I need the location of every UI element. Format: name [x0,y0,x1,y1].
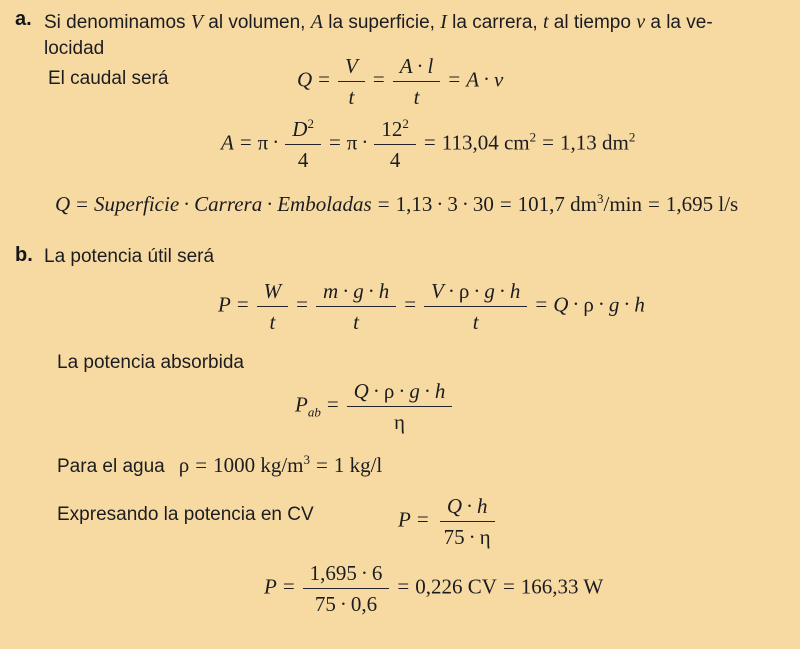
math-var: Q [297,67,313,92]
math-var: t [413,85,420,110]
text-run: al tiempo [548,12,637,33]
math-op: = [316,453,328,477]
math-var: V [431,279,444,303]
math-num: ρ [458,279,470,303]
potencia-util-label: La potencia útil será [44,246,215,267]
math-dot: · [483,67,491,92]
math-num: 0,6 [350,592,378,617]
math-op: = [502,574,515,599]
math-var: m [323,279,339,303]
caudal-label: El caudal será [48,68,169,89]
math-num: ρ [383,379,395,403]
math-fraction [257,279,289,334]
math-op: = [318,67,331,92]
formula-area [221,117,635,172]
math-num: 4 [389,148,401,173]
math-dot: · [461,192,469,216]
math-num: /min [603,192,643,216]
math-dot: · [183,192,191,216]
potencia-absorbida-label: La potencia absorbida [57,352,244,373]
math-num: η [479,525,491,550]
math-var: h [509,279,521,303]
math-dot: · [423,379,431,403]
item-b-marker: b. [15,244,33,266]
math-num: 30 [472,192,494,216]
formula-caudal [297,54,503,109]
math-dot: · [266,192,274,216]
math-num: ρ [583,292,594,317]
math-fraction [285,117,321,172]
math-var: A [466,67,480,92]
text-run: al volumen, [203,12,311,33]
math-dot: · [360,561,368,585]
math-var: t [353,310,360,335]
math-var: h [634,292,645,317]
math-num: 113,04 cm [441,130,530,155]
math-var: t [348,85,355,110]
math-op: = [448,67,461,92]
math-var: h [477,494,488,518]
math-op: = [648,192,660,216]
math-var: P [264,574,277,599]
math-dot: · [623,292,631,317]
math-var: g [409,379,420,403]
math-op: = [239,130,252,155]
math-num: 1 kg/l [333,453,383,477]
math-num: 0,226 CV [415,574,497,599]
math-var: A [310,11,323,33]
math-num: π [346,130,358,155]
math-dot: · [473,279,481,303]
math-num: 75 [314,592,336,617]
math-fraction [393,54,441,109]
math-var: t [542,11,549,33]
math-var: g [353,279,364,303]
math-num: 1,695 [309,561,357,585]
math-op: = [404,292,417,317]
math-fraction [303,561,390,616]
math-var: Q [353,379,369,403]
math-num: 1000 kg/m [213,453,304,477]
item-a-marker: a. [15,8,32,30]
formula-caudal-calculo [55,191,738,217]
math-dot: · [361,130,369,155]
math-num: 1,695 l/s [665,192,739,216]
math-fraction [374,117,416,172]
math-var: Q [553,292,569,317]
math-num: 1,13 [395,192,433,216]
text-run: la superficie, [322,12,441,33]
math-dot: · [367,279,375,303]
math-var: t [472,310,479,335]
math-sup: 2 [307,116,314,131]
text-run: a la ve- [645,12,713,33]
math-dot: · [398,379,406,403]
formula-potencia-absorbida [295,379,454,434]
math-op: = [328,130,341,155]
math-op: = [326,392,339,417]
math-num: 4 [297,148,309,173]
math-fraction [338,54,365,109]
math-num: 6 [371,561,383,585]
math-op: = [542,130,554,155]
math-sup: 3 [303,452,310,467]
math-var: g [608,292,620,317]
formula-potencia-calculo [264,561,603,616]
math-var: W [263,279,282,303]
math-num: η [394,410,405,435]
formula-potencia-cv [398,494,500,549]
math-var: Carrera [194,192,263,216]
math-num: 1,13 dm [559,130,629,155]
math-fraction [424,279,527,334]
formula-densidad [179,452,383,478]
math-var: P [218,292,231,317]
math-num: 12 [381,117,403,141]
math-var: I [440,11,447,33]
math-op: = [535,292,548,317]
math-num: 75 [443,525,465,550]
math-var: P [398,507,411,532]
math-op: = [377,192,390,216]
densidad-row [57,452,382,480]
math-var: Q [446,494,462,518]
math-var: A [221,130,234,155]
potencia-cv-label: Expresando la potencia en CV [57,504,314,525]
math-fraction [316,279,396,334]
math-num: 3 [447,192,458,216]
math-var: Superficie [94,192,180,216]
math-num: ρ [178,453,190,477]
math-dot: · [436,192,444,216]
math-dot: · [468,525,476,550]
text-run: Si denominamos [44,12,191,33]
math-dot: · [498,279,506,303]
math-dot: · [342,279,350,303]
math-dot: · [339,592,347,617]
math-var: v [636,11,646,33]
math-var: V [345,54,358,78]
math-op: = [372,67,385,92]
math-op: = [282,574,295,599]
math-var: V [190,11,204,33]
math-fraction [347,379,453,434]
math-sub: ab [307,404,321,420]
math-var: g [484,279,495,303]
math-sup: 2 [529,129,537,145]
math-num: 101,7 dm [517,192,598,216]
math-var: P [295,392,308,417]
math-sup: 2 [402,116,409,131]
math-op: = [397,574,410,599]
math-var: v [494,67,504,92]
math-var: h [434,379,446,403]
math-dot: · [272,130,280,155]
math-op: = [499,192,512,216]
text-run: la carrera, [446,12,543,33]
agua-label: Para el agua [57,456,165,477]
math-op: = [416,507,429,532]
math-num: 166,33 W [520,574,604,599]
math-fraction [437,494,498,549]
math-var: h [378,279,390,303]
math-sup: 2 [628,129,636,145]
math-dot: · [416,54,424,78]
formula-potencia-util [218,279,645,334]
math-sup: 3 [597,191,604,206]
text-run: locidad [44,38,105,59]
math-var: Emboladas [277,192,372,216]
math-dot: · [447,279,455,303]
math-var: A [399,54,413,78]
math-dot: · [466,494,473,518]
math-op: = [76,192,89,216]
math-var: Q [55,192,71,216]
math-op: = [423,130,436,155]
math-op: = [195,453,208,477]
math-var: l [427,54,434,78]
math-dot: · [372,379,380,403]
math-var: D [292,117,308,141]
math-op: = [236,292,249,317]
math-var: t [269,310,276,335]
math-num: π [257,130,269,155]
math-op: = [296,292,309,317]
math-dot: · [572,292,580,317]
math-dot: · [597,292,605,317]
